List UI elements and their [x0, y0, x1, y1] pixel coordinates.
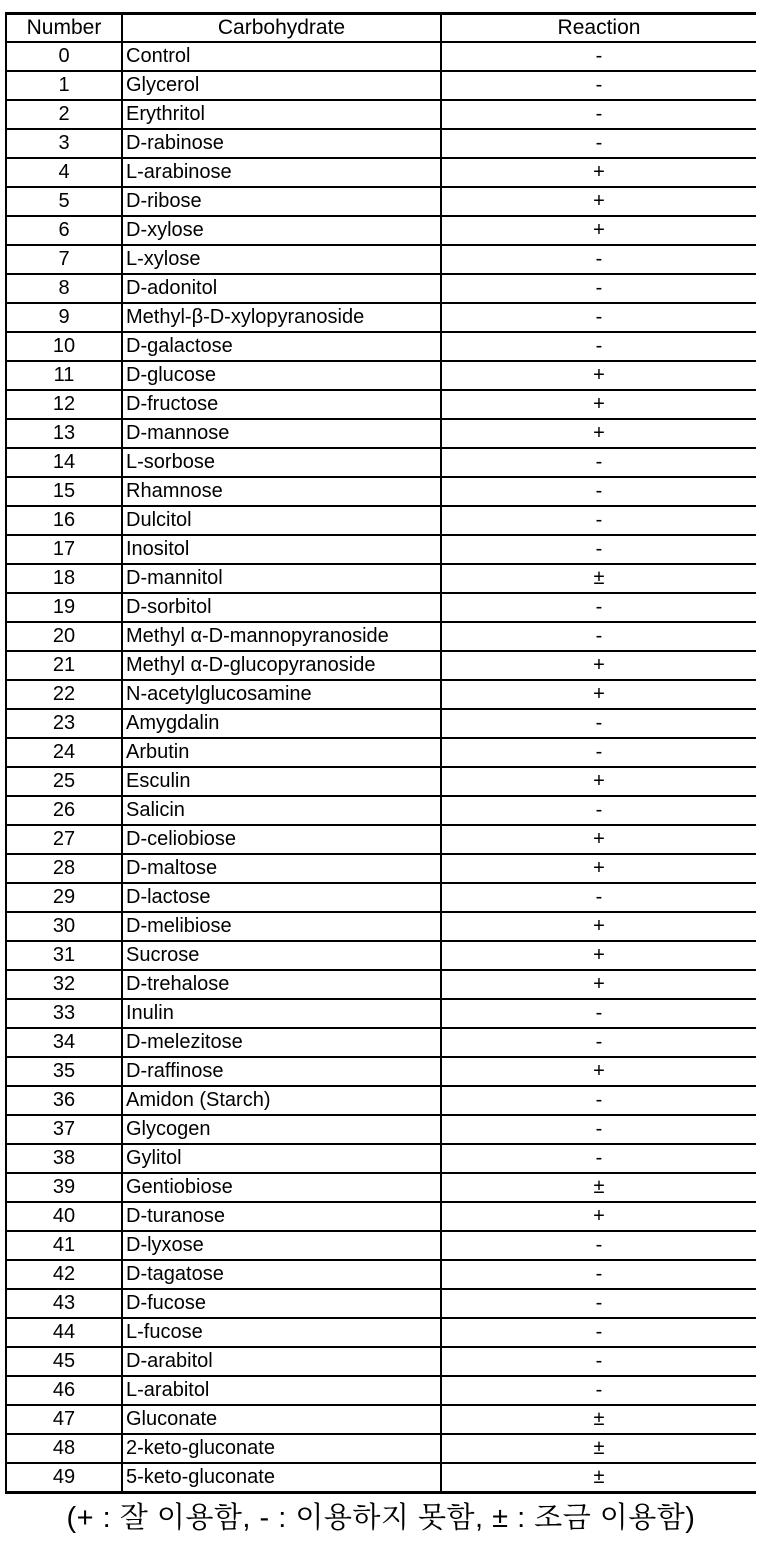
cell-number: 22 — [6, 680, 122, 709]
cell-reaction: + — [441, 941, 756, 970]
cell-carbohydrate: D-ribose — [122, 187, 441, 216]
cell-number: 40 — [6, 1202, 122, 1231]
cell-carbohydrate: D-tagatose — [122, 1260, 441, 1289]
cell-reaction: - — [441, 1260, 756, 1289]
cell-carbohydrate: Methyl α-D-mannopyranoside — [122, 622, 441, 651]
cell-carbohydrate: Amidon (Starch) — [122, 1086, 441, 1115]
cell-carbohydrate: L-arabinose — [122, 158, 441, 187]
table-row — [6, 1115, 756, 1144]
header-row — [6, 14, 756, 43]
cell-carbohydrate: Erythritol — [122, 100, 441, 129]
cell-number: 1 — [6, 71, 122, 100]
cell-number: 15 — [6, 477, 122, 506]
table-row — [6, 854, 756, 883]
cell-number: 32 — [6, 970, 122, 999]
cell-number: 4 — [6, 158, 122, 187]
table-row — [6, 1202, 756, 1231]
cell-reaction: - — [441, 1376, 756, 1405]
cell-reaction: - — [441, 245, 756, 274]
cell-number: 35 — [6, 1057, 122, 1086]
table-row — [6, 535, 756, 564]
cell-reaction: + — [441, 361, 756, 390]
cell-carbohydrate: D-lyxose — [122, 1231, 441, 1260]
carbohydrate-reaction-table — [5, 12, 756, 1494]
cell-carbohydrate: D-xylose — [122, 216, 441, 245]
cell-number: 13 — [6, 419, 122, 448]
cell-number: 5 — [6, 187, 122, 216]
cell-reaction: - — [441, 477, 756, 506]
table-row — [6, 709, 756, 738]
cell-carbohydrate: Dulcitol — [122, 506, 441, 535]
cell-number: 10 — [6, 332, 122, 361]
cell-reaction: - — [441, 506, 756, 535]
cell-number: 14 — [6, 448, 122, 477]
table-row — [6, 1260, 756, 1289]
table-row — [6, 419, 756, 448]
table-row — [6, 1434, 756, 1463]
cell-reaction: - — [441, 1028, 756, 1057]
cell-carbohydrate: 5-keto-gluconate — [122, 1463, 441, 1493]
table-row — [6, 1231, 756, 1260]
cell-number: 41 — [6, 1231, 122, 1260]
cell-reaction: + — [441, 651, 756, 680]
cell-number: 43 — [6, 1289, 122, 1318]
cell-number: 23 — [6, 709, 122, 738]
cell-number: 38 — [6, 1144, 122, 1173]
cell-carbohydrate: D-raffinose — [122, 1057, 441, 1086]
cell-number: 33 — [6, 999, 122, 1028]
table-row — [6, 332, 756, 361]
table-row — [6, 767, 756, 796]
cell-carbohydrate: D-mannose — [122, 419, 441, 448]
cell-number: 8 — [6, 274, 122, 303]
cell-number: 17 — [6, 535, 122, 564]
cell-carbohydrate: N-acetylglucosamine — [122, 680, 441, 709]
cell-carbohydrate: Inulin — [122, 999, 441, 1028]
cell-reaction: ± — [441, 564, 756, 593]
table-row — [6, 738, 756, 767]
cell-number: 39 — [6, 1173, 122, 1202]
legend-footnote: (+ : 잘 이용함, - : 이용하지 못함, ± : 조금 이용함) — [66, 1502, 696, 1534]
cell-carbohydrate: Amygdalin — [122, 709, 441, 738]
cell-reaction: - — [441, 796, 756, 825]
table-row — [6, 187, 756, 216]
table-row — [6, 680, 756, 709]
table-row — [6, 1318, 756, 1347]
cell-number: 12 — [6, 390, 122, 419]
cell-carbohydrate: Glycogen — [122, 1115, 441, 1144]
cell-reaction: - — [441, 448, 756, 477]
cell-number: 0 — [6, 42, 122, 71]
table-row — [6, 883, 756, 912]
cell-carbohydrate: Esculin — [122, 767, 441, 796]
table-row — [6, 651, 756, 680]
cell-reaction: + — [441, 1057, 756, 1086]
cell-carbohydrate: L-arabitol — [122, 1376, 441, 1405]
cell-reaction: - — [441, 535, 756, 564]
table-row — [6, 941, 756, 970]
cell-number: 26 — [6, 796, 122, 825]
table-row — [6, 825, 756, 854]
table-body — [6, 42, 756, 1493]
cell-carbohydrate: Methyl α-D-glucopyranoside — [122, 651, 441, 680]
cell-reaction: - — [441, 622, 756, 651]
table-row — [6, 1405, 756, 1434]
cell-reaction: - — [441, 71, 756, 100]
table-row — [6, 1173, 756, 1202]
cell-number: 34 — [6, 1028, 122, 1057]
cell-number: 7 — [6, 245, 122, 274]
cell-carbohydrate: Gluconate — [122, 1405, 441, 1434]
cell-reaction: ± — [441, 1173, 756, 1202]
cell-number: 48 — [6, 1434, 122, 1463]
cell-carbohydrate: Inositol — [122, 535, 441, 564]
table-row — [6, 1028, 756, 1057]
cell-number: 31 — [6, 941, 122, 970]
table-row — [6, 796, 756, 825]
cell-reaction: - — [441, 709, 756, 738]
cell-number: 29 — [6, 883, 122, 912]
cell-reaction: - — [441, 1289, 756, 1318]
cell-number: 3 — [6, 129, 122, 158]
cell-reaction: + — [441, 216, 756, 245]
table-row — [6, 42, 756, 71]
cell-number: 30 — [6, 912, 122, 941]
table-row — [6, 593, 756, 622]
cell-reaction: - — [441, 1231, 756, 1260]
cell-reaction: - — [441, 42, 756, 71]
cell-reaction: - — [441, 274, 756, 303]
cell-carbohydrate: D-rabinose — [122, 129, 441, 158]
cell-carbohydrate: Glycerol — [122, 71, 441, 100]
cell-reaction: + — [441, 825, 756, 854]
table-row — [6, 912, 756, 941]
column-header-number: Number — [6, 14, 122, 43]
cell-reaction: - — [441, 593, 756, 622]
cell-carbohydrate: Sucrose — [122, 941, 441, 970]
cell-carbohydrate: D-adonitol — [122, 274, 441, 303]
column-header-carbohydrate: Carbohydrate — [122, 14, 441, 43]
cell-number: 46 — [6, 1376, 122, 1405]
cell-carbohydrate: D-trehalose — [122, 970, 441, 999]
table-row — [6, 361, 756, 390]
cell-carbohydrate: D-lactose — [122, 883, 441, 912]
cell-carbohydrate: D-arabitol — [122, 1347, 441, 1376]
cell-carbohydrate: D-turanose — [122, 1202, 441, 1231]
cell-reaction: ± — [441, 1405, 756, 1434]
cell-reaction: - — [441, 100, 756, 129]
cell-reaction: ± — [441, 1463, 756, 1493]
cell-reaction: - — [441, 1115, 756, 1144]
cell-carbohydrate: D-glucose — [122, 361, 441, 390]
cell-carbohydrate: D-mannitol — [122, 564, 441, 593]
cell-number: 27 — [6, 825, 122, 854]
cell-number: 16 — [6, 506, 122, 535]
cell-carbohydrate: D-fucose — [122, 1289, 441, 1318]
cell-carbohydrate: D-maltose — [122, 854, 441, 883]
cell-number: 45 — [6, 1347, 122, 1376]
cell-reaction: + — [441, 1202, 756, 1231]
table-row — [6, 622, 756, 651]
cell-reaction: - — [441, 738, 756, 767]
cell-reaction: - — [441, 1347, 756, 1376]
cell-carbohydrate: L-fucose — [122, 1318, 441, 1347]
column-header-reaction: Reaction — [441, 14, 756, 43]
cell-number: 28 — [6, 854, 122, 883]
cell-number: 6 — [6, 216, 122, 245]
table-row — [6, 970, 756, 999]
cell-carbohydrate: Salicin — [122, 796, 441, 825]
table-row — [6, 477, 756, 506]
cell-reaction: - — [441, 1086, 756, 1115]
cell-reaction: + — [441, 390, 756, 419]
table-row — [6, 274, 756, 303]
cell-carbohydrate: D-celiobiose — [122, 825, 441, 854]
table-row — [6, 506, 756, 535]
cell-number: 21 — [6, 651, 122, 680]
cell-number: 19 — [6, 593, 122, 622]
cell-carbohydrate: L-sorbose — [122, 448, 441, 477]
table-row — [6, 1289, 756, 1318]
cell-reaction: + — [441, 767, 756, 796]
cell-reaction: + — [441, 680, 756, 709]
cell-carbohydrate: L-xylose — [122, 245, 441, 274]
cell-reaction: + — [441, 970, 756, 999]
cell-carbohydrate: D-melibiose — [122, 912, 441, 941]
cell-reaction: + — [441, 158, 756, 187]
cell-number: 47 — [6, 1405, 122, 1434]
table-row — [6, 1347, 756, 1376]
table-row — [6, 216, 756, 245]
cell-number: 18 — [6, 564, 122, 593]
cell-carbohydrate: Gentiobiose — [122, 1173, 441, 1202]
cell-reaction: ± — [441, 1434, 756, 1463]
cell-carbohydrate: D-fructose — [122, 390, 441, 419]
cell-reaction: + — [441, 187, 756, 216]
cell-reaction: - — [441, 883, 756, 912]
table-row — [6, 1057, 756, 1086]
table-row — [6, 129, 756, 158]
table-row — [6, 158, 756, 187]
table-row — [6, 71, 756, 100]
table-row — [6, 390, 756, 419]
cell-carbohydrate: 2-keto-gluconate — [122, 1434, 441, 1463]
cell-carbohydrate: Gylitol — [122, 1144, 441, 1173]
cell-reaction: - — [441, 1144, 756, 1173]
table-row — [6, 448, 756, 477]
cell-number: 42 — [6, 1260, 122, 1289]
table-row — [6, 999, 756, 1028]
cell-reaction: - — [441, 999, 756, 1028]
cell-number: 36 — [6, 1086, 122, 1115]
cell-carbohydrate: Control — [122, 42, 441, 71]
cell-number: 44 — [6, 1318, 122, 1347]
table-row — [6, 303, 756, 332]
cell-number: 37 — [6, 1115, 122, 1144]
cell-number: 24 — [6, 738, 122, 767]
cell-number: 25 — [6, 767, 122, 796]
cell-number: 11 — [6, 361, 122, 390]
table-row — [6, 245, 756, 274]
cell-number: 49 — [6, 1463, 122, 1493]
table-row — [6, 564, 756, 593]
cell-number: 9 — [6, 303, 122, 332]
cell-reaction: - — [441, 129, 756, 158]
cell-carbohydrate: D-melezitose — [122, 1028, 441, 1057]
table-row — [6, 1086, 756, 1115]
cell-reaction: + — [441, 854, 756, 883]
table-row — [6, 1144, 756, 1173]
table-row — [6, 100, 756, 129]
cell-carbohydrate: Methyl-β-D-xylopyranoside — [122, 303, 441, 332]
table-row — [6, 1376, 756, 1405]
cell-number: 2 — [6, 100, 122, 129]
cell-carbohydrate: D-galactose — [122, 332, 441, 361]
cell-reaction: - — [441, 1318, 756, 1347]
cell-reaction: + — [441, 419, 756, 448]
cell-number: 20 — [6, 622, 122, 651]
cell-reaction: - — [441, 303, 756, 332]
cell-carbohydrate: D-sorbitol — [122, 593, 441, 622]
cell-carbohydrate: Arbutin — [122, 738, 441, 767]
cell-reaction: - — [441, 332, 756, 361]
cell-reaction: + — [441, 912, 756, 941]
cell-carbohydrate: Rhamnose — [122, 477, 441, 506]
table-row — [6, 1463, 756, 1493]
